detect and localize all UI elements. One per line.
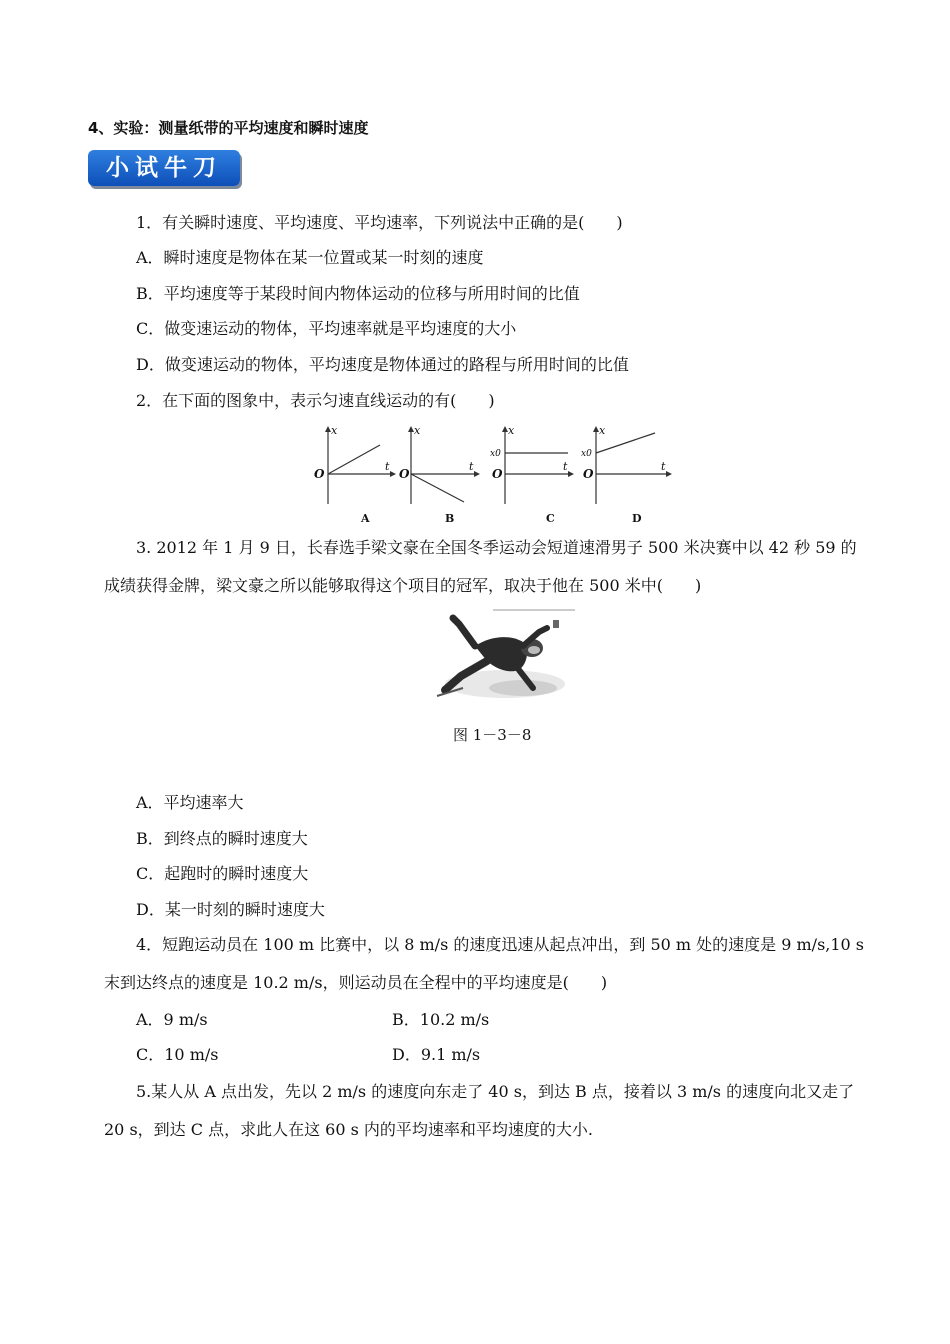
question-1-option-c: C．做变速运动的物体，平均速率就是平均速度的大小 [136,319,517,338]
graph-a-y-label: x [331,424,338,437]
question-1-option-d: D．做变速运动的物体，平均速度是物体通过的路程与所用时间的比值 [136,355,629,374]
graph-a-line [328,445,380,474]
graph-b-caption: B [445,512,455,525]
graph-d-x0-label: x0 [581,449,592,459]
question-3-line-1: 3. 2012 年 1 月 9 日，长春选手梁文豪在全国冬季运动会短道速滑男子 500 米决赛中以 42 秒 59 的 [136,538,857,557]
graph-b-line [411,474,464,502]
question-4-option-b: B．10.2 m/s [392,1010,490,1029]
graph-c-origin: O [492,467,503,481]
question-5-line-1: 5.某人从 A 点出发，先以 2 m/s 的速度向东走了 40 s，到达 B 点，接着以 3 m/s 的速度向北又走了 [136,1082,855,1101]
question-4-line-1: 4．短跑运动员在 100 m 比赛中，以 8 m/s 的速度迅速从起点冲出，到 50 m 处的速度是 9 m/s,10 s [136,935,865,954]
question-1-option-b: B．平均速度等于某段时间内物体运动的位移与所用时间的比值 [136,284,580,303]
graph-c-y-label: x [508,424,515,437]
speed-skater-photo [435,606,575,706]
graph-b-origin: O [399,467,410,481]
question-3-option-b: B．到终点的瞬时速度大 [136,829,308,848]
graph-b-y-label: x [414,424,421,437]
graph-c-caption: C [546,512,555,525]
graph-c-x-label: t [563,460,568,473]
question-1-option-a: A．瞬时速度是物体在某一位置或某一时刻的速度 [136,248,484,267]
motion-graphs-figure [300,420,680,532]
graph-a-caption: A [361,512,370,525]
practice-badge: 小试牛刀 [88,150,240,186]
question-1-stem: 1．有关瞬时速度、平均速度、平均速率，下列说法中正确的是( ) [136,213,623,232]
graph-c-x0-label: x0 [490,449,501,459]
graph-a-x-label: t [385,460,390,473]
graph-b-x-label: t [469,460,474,473]
question-3-option-d: D．某一时刻的瞬时速度大 [136,900,325,919]
question-4-option-d: D．9.1 m/s [392,1045,481,1064]
question-5-line-2: 20 s，到达 C 点，求此人在这 60 s 内的平均速率和平均速度的大小. [104,1120,593,1139]
question-3-option-c: C．起跑时的瞬时速度大 [136,864,309,883]
graph-d-x-label: t [661,460,666,473]
graph-d-caption: D [632,512,642,525]
figure-caption: 图 1－3－8 [453,726,532,744]
question-4-line-2: 末到达终点的速度是 10.2 m/s，则运动员在全程中的平均速度是( ) [104,973,608,992]
question-2-stem: 2．在下面的图象中，表示匀速直线运动的有( ) [136,391,495,410]
question-4-option-c: C．10 m/s [136,1045,219,1064]
graph-d-origin: O [583,467,594,481]
section-heading: 4、实验：测量纸带的平均速度和瞬时速度 [88,119,369,137]
question-3-option-a: A．平均速率大 [136,793,244,812]
question-4-option-a: A．9 m/s [136,1010,208,1029]
graph-a-origin: O [314,467,325,481]
graph-d-y-label: x [599,424,606,437]
question-3-line-2: 成绩获得金牌，梁文豪之所以能够取得这个项目的冠军，取决于他在 500 米中( ) [104,576,702,595]
